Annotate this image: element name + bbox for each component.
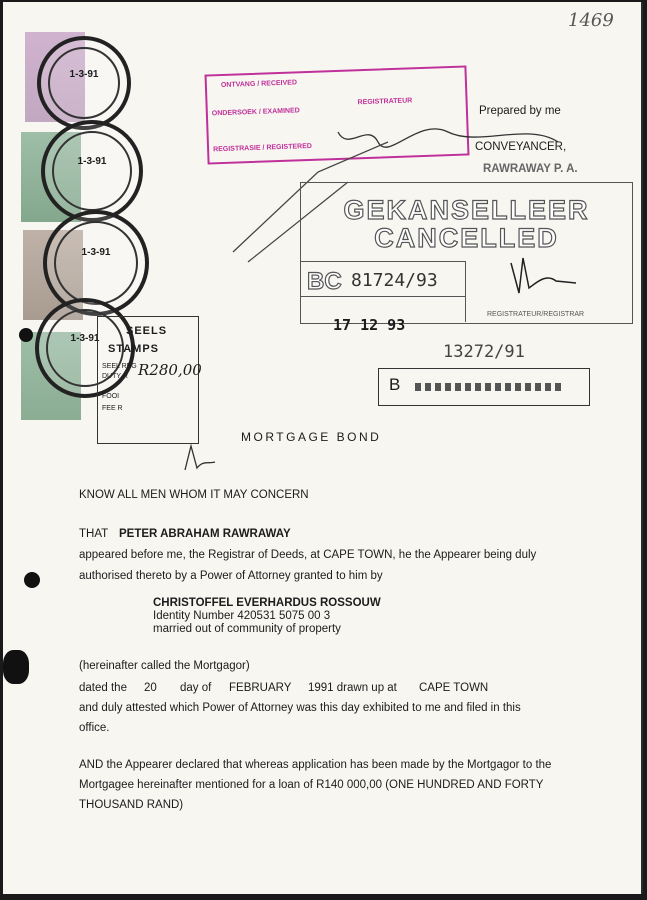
seal-date: 1-3-91 [81, 247, 111, 259]
dated-year: 1991 drawn up at [308, 682, 397, 694]
registrar-signature [501, 253, 581, 303]
initials-scribble [179, 440, 229, 476]
cancel-date: 17 12 93 [333, 316, 406, 334]
duty-label: SEEL REG [102, 363, 137, 370]
registrar-seal [41, 120, 143, 222]
hereinafter-line: (hereinafter called the Mortgagor) [79, 660, 250, 672]
that-label: THAT [79, 528, 109, 540]
reference-number: 13272/91 [443, 342, 525, 362]
day-of-label: day of [180, 682, 212, 694]
cancelled-word-english: CANCELLED [374, 223, 559, 253]
conveyancer-name: RAWRAWAY P. A. [483, 163, 578, 175]
received-stamp-line: REGISTRATEUR [357, 97, 413, 107]
document-page [3, 2, 643, 894]
bc-number: 81724/93 [351, 270, 438, 291]
prepared-by-label: Prepared by me [479, 105, 561, 117]
body-line: authorised thereto by a Power of Attorney granted to him by [79, 570, 383, 582]
punch-hole [19, 328, 33, 342]
seals-stamps-box [97, 316, 202, 444]
dated-place: CAPE TOWN [419, 682, 489, 694]
cancelled-stamp [300, 182, 633, 324]
conveyancer-label: CONVEYANCER, [475, 141, 567, 153]
fee-label: FEE R [102, 405, 123, 412]
intro-line: KNOW ALL MEN WHOM IT MAY CONCERN [79, 489, 309, 501]
dated-month: FEBRUARY [229, 682, 292, 694]
stamps-title: STAMPS [108, 343, 160, 355]
punch-hole [24, 572, 40, 588]
dated-day: 20 [144, 682, 157, 694]
duty-value: R280,00 [138, 361, 202, 379]
seal-date: 1-3-91 [77, 155, 107, 167]
dated-label: dated the [79, 682, 127, 694]
seal-ring [54, 221, 138, 305]
mortgagor-name: CHRISTOFFEL EVERHARDUS ROSSOUW [153, 597, 381, 609]
mortgagor-id: Identity Number 420531 5075 00 3 [153, 610, 331, 622]
page-number: 1469 [568, 10, 614, 31]
seal-date: 1-3-91 [70, 333, 100, 345]
bc-section [301, 261, 466, 322]
ink-blot [3, 650, 29, 684]
registrar-seal [37, 36, 131, 130]
seals-title: SEELS [126, 325, 168, 337]
seal-ring [48, 47, 120, 119]
b-prefix: B [389, 375, 401, 394]
appearer-name: PETER ABRAHAM RAWRAWAY [119, 528, 291, 540]
registrar-label: REGISTRATEUR/REGISTRAR [487, 311, 585, 318]
body-line: Mortgagee hereinafter mentioned for a loan of R140 000,00 (ONE HUNDRED AND FORTY [79, 779, 544, 791]
illegible-number [415, 383, 565, 391]
received-stamp-line: ONTVANG / RECEIVED [220, 79, 298, 90]
b-number-box [378, 368, 590, 406]
seal-date: 1-3-91 [69, 69, 99, 81]
body-line: office. [79, 722, 110, 734]
divider [301, 296, 465, 297]
body-line: THOUSAND RAND) [79, 799, 184, 811]
cancelled-word-afrikaans: GEKANSELLEER [343, 195, 590, 225]
body-line: AND the Appearer declared that whereas application has been made by the Mortgagor to the [79, 759, 552, 771]
mortgagor-marital: married out of community of property [153, 623, 341, 635]
received-stamp-line: REGISTRASIE / REGISTERED [213, 142, 312, 154]
document-title: MORTGAGE BOND [241, 430, 382, 444]
fee-label: FOOI [102, 393, 120, 400]
duty-label: DUTY R [102, 373, 128, 380]
seal-ring [52, 131, 132, 211]
received-stamp-line: ONDERSOEK / EXAMINED [211, 107, 300, 118]
body-line: appeared before me, the Registrar of Deeds, at CAPE TOWN, he the Appearer being duly [79, 549, 537, 561]
bc-prefix: BC [307, 268, 342, 295]
body-line: and duly attested which Power of Attorney was this day exhibited to me and filed in this [79, 702, 521, 714]
